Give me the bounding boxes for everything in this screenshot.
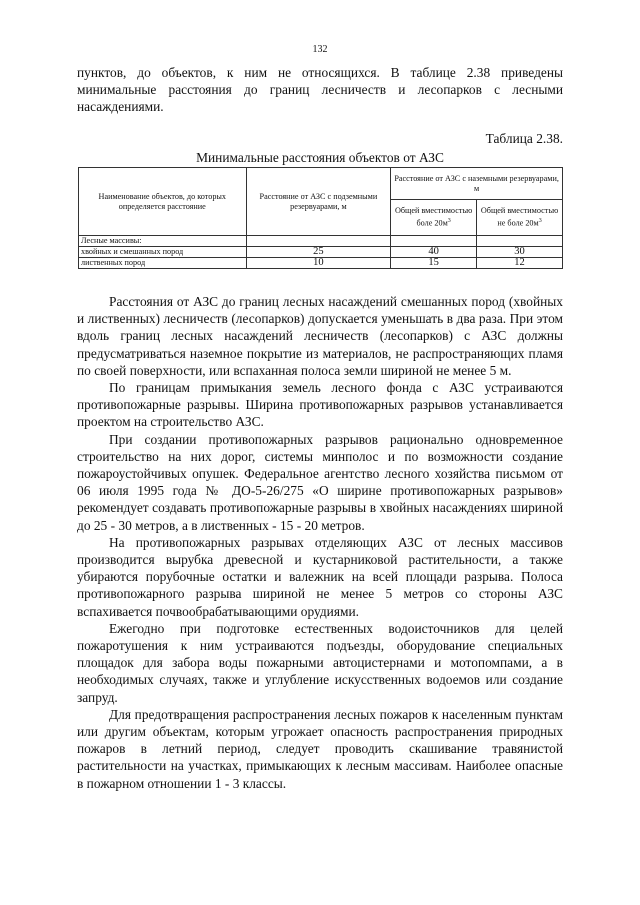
header-aboveground: Расстояние от АЗС с наземными резервуарами, м [391, 168, 563, 200]
row-under-20: 30 [477, 247, 563, 258]
superscript: 3 [538, 218, 542, 225]
paragraph: По границам примыкания земель лесного фонда с АЗС устраиваются противопожарные разрывы. Ширина противопожарных разрывов устанавливается проектом на строительство АЗС. [77, 380, 563, 430]
row-underground: 10 [246, 258, 391, 269]
row-over-20: 15 [391, 258, 477, 269]
row-under-20: 12 [477, 258, 563, 269]
row-name: хвойных и смешанных пород [79, 247, 247, 258]
row-name: Лесные массивы: [79, 236, 247, 247]
row-over-20 [391, 236, 477, 247]
header-over-20 [391, 200, 477, 236]
header-over-20-label: Общей вместимостью боле 20м [394, 206, 473, 228]
header-object-name: Наименование объектов, до которых определяется расстояние [79, 168, 247, 236]
row-underground: 25 [246, 247, 391, 258]
paragraph: Для предотвращения распространения лесных пожаров к населенным пунктам или другим объектам, которым угрожает опасность распространения природных пожаров в летний период, следует проводить скашивание травянистой растительности на участках, примыкающих к лесным массивам. Наиболее опасные в пожарном отношении 1 - 3 классы. [77, 706, 563, 791]
row-over-20: 40 [391, 247, 477, 258]
table-row [79, 247, 563, 258]
table-title: Минимальные расстояния объектов от АЗС [196, 150, 444, 165]
paragraph: На противопожарных разрывах отделяющих АЗС от лесных массивов производится вырубка древесной и кустарниковой растительности, а также убираются порубочные остатки и валежник на всей площади разрыва. Полоса противопожарного разрыва шириной не менее 5 метров со стороны АЗС вспахивается почвообрабатывающими орудиями. [77, 534, 563, 619]
page-number: 132 [312, 44, 328, 55]
row-underground [246, 236, 391, 247]
row-name: лиственных пород [79, 258, 247, 269]
header-underground: Расстояние от АЗС с подземными резервуарами, м [246, 168, 391, 236]
paragraph: При создании противопожарных разрывов рационально одновременное строительство на них дорог, системы минполос и по возможности создание пожароустойчивых опушек. Федеральное агентство лесного хозяйства письмом от 06 июля 1995 года № ДО-5-26/275 «О ширине противопожарных разрывов» рекомендует создавать противопожарные разрывы в хвойных насаждениях шириной до 25 - 30 метров, а в лиственных - 15 - 20 метров. [77, 431, 563, 533]
row-under-20 [477, 236, 563, 247]
distance-table [78, 167, 563, 269]
intro-paragraph: пунктов, до объектов, к ним не относящихся. В таблице 2.38 приведены минимальные расстояния до границ лесничеств и лесопарков с лесными насаждениями. [77, 65, 563, 115]
paragraph: Расстояния от АЗС до границ лесных насаждений смешанных пород (хвойных и лиственных) лесничеств (лесопарков) допускается уменьшать в два раза. При этом вдоль границ лесных насаждений лесничеств (лесопарков) с АЗС должны предусматриваться наземное покрытие из материалов, не распространяющих пламя по своей поверхности, или вспаханная полоса земли шириной не менее 5 м. [77, 294, 563, 378]
header-under-20 [477, 200, 563, 236]
body-text [77, 293, 563, 792]
header-under-20-label: Общей вместимостью не боле 20м [480, 206, 559, 228]
superscript: 3 [447, 218, 451, 225]
table-row [79, 236, 563, 247]
table-row [79, 258, 563, 269]
paragraph: Ежегодно при подготовке естественных водоисточников для целей пожаротушения к ним устраиваются подъезды, оборудование специальных площадок для забора воды пожарными автоцистернами и мотопомпами, а в необходимых случаях, также и углубление искусственных водоемов или создание запруд. [77, 620, 563, 705]
table-caption: Таблица 2.38. [485, 131, 563, 146]
